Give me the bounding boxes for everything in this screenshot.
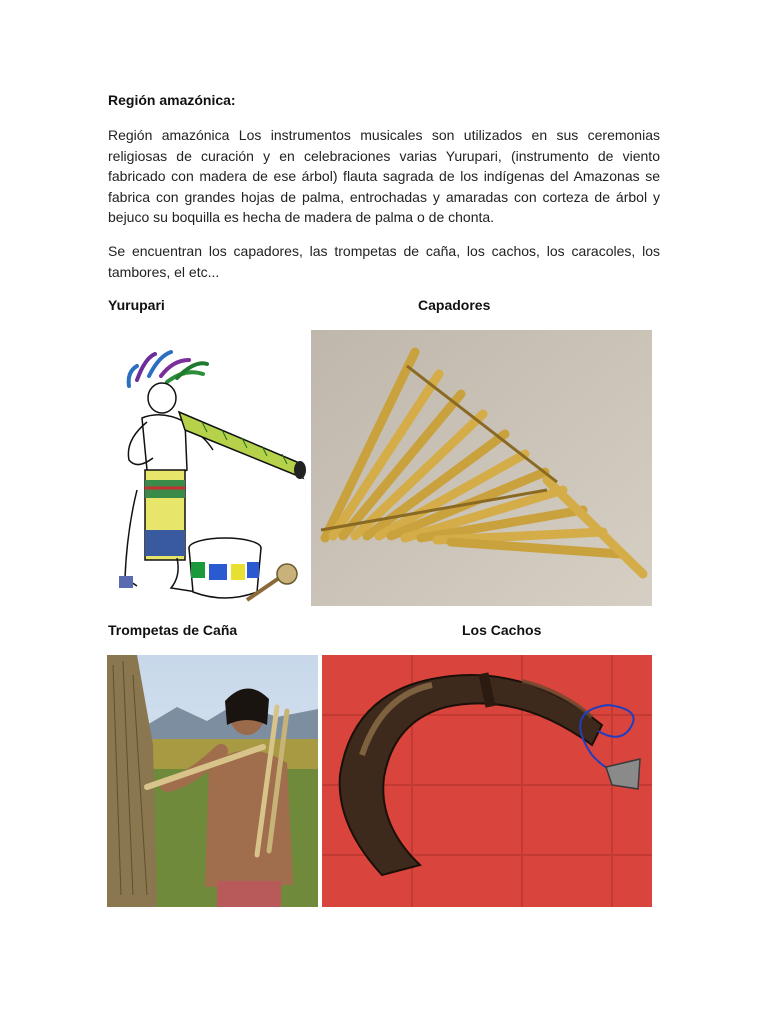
yurupari-drawing <box>107 330 307 606</box>
capadores-drawing <box>311 330 652 606</box>
intro-paragraph: Región amazónica Los instrumentos musicales son utilizados en sus ceremonias religiosas de curación y en celebraciones varias Yurupari, (instrumento de viento fabricado con madera de ese árbol) flauta sagrada de los indígenas del Amazonas se fabrica con grandes hojas de palma, entrochadas y amaradas con corteza de árbol y bejuco su boquilla es hecha de madera de palma o de chonta. <box>108 127 660 225</box>
cachos-photo <box>322 655 652 907</box>
capadores-photo <box>311 330 652 606</box>
caption-yurupari: Yurupari <box>108 297 165 313</box>
instruments-paragraph: Se encuentran los capadores, las trompetas de caña, los cachos, los caracoles, los tambores, el etc... <box>108 243 660 280</box>
section-heading: Región amazónica: <box>108 92 236 108</box>
caption-capadores: Capadores <box>418 297 491 313</box>
trompetas-drawing <box>107 655 318 907</box>
trompetas-photo <box>107 655 318 907</box>
yurupari-illustration <box>107 330 307 606</box>
caption-trompetas: Trompetas de Caña <box>108 622 238 638</box>
caption-cachos: Los Cachos <box>462 622 542 638</box>
cachos-drawing <box>322 655 652 907</box>
